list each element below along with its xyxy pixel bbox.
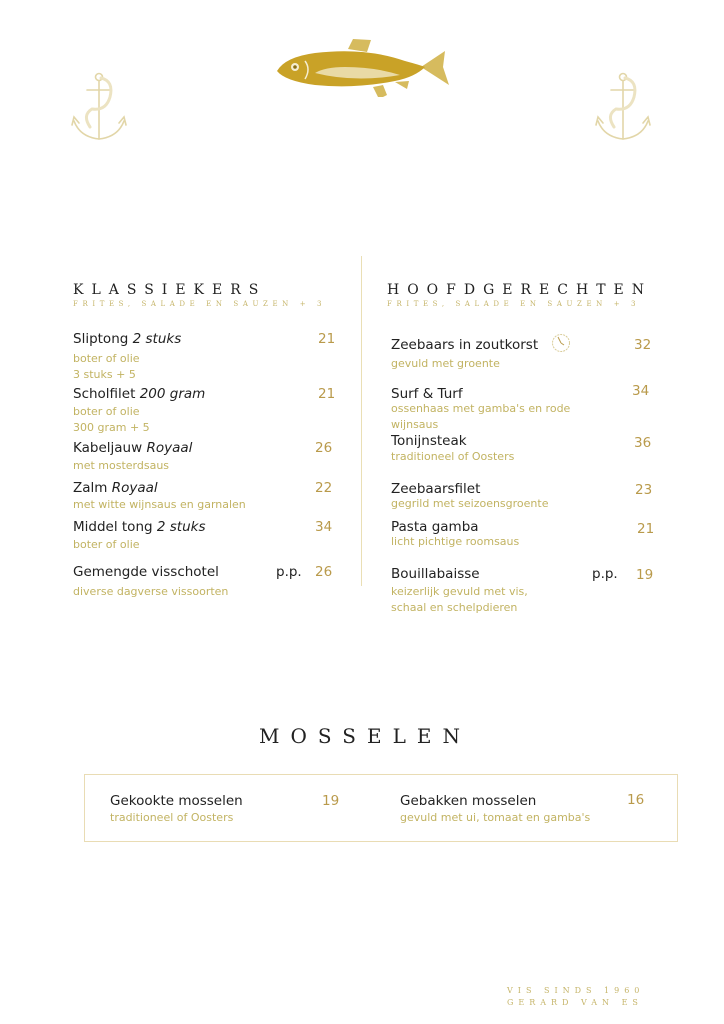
item-extra: 300 gram + 5	[73, 421, 150, 434]
item-description-line2: wijnsaus	[391, 418, 439, 431]
item-description: diverse dagverse vissoorten	[73, 585, 229, 598]
item-description: traditioneel of Oosters	[391, 450, 515, 463]
per-person-label: p.p.	[592, 566, 618, 582]
item-price: 26	[315, 440, 333, 456]
item-description: keizerlijk gevuld met vis,	[391, 585, 528, 598]
item-description: gevuld met ui, tomaat en gamba's	[400, 811, 591, 824]
item-price: 32	[634, 337, 652, 353]
item-description: boter of olie	[73, 538, 140, 551]
item-price: 26	[315, 564, 333, 580]
item-name: Scholfilet	[73, 386, 140, 402]
item-price: 19	[636, 567, 654, 583]
item-price: 23	[635, 482, 653, 498]
item-name: Sliptong	[73, 331, 133, 347]
item-name: Pasta gamba	[391, 519, 479, 535]
item-description: ossenhaas met gamba's en rode	[391, 402, 571, 415]
item-description: met mosterdsaus	[73, 459, 170, 472]
item-name-emphasis: 2 stuks	[156, 519, 206, 535]
item-price: 16	[627, 792, 645, 808]
item-name: Surf & Turf	[391, 386, 463, 402]
item-name: Zalm	[73, 480, 112, 496]
item-name: Middel tong	[73, 519, 157, 535]
item-name: Gekookte mosselen	[110, 793, 243, 809]
item-description: boter of olie	[73, 352, 140, 365]
item-name: Kabeljauw	[73, 440, 147, 456]
section-subtitle-hoofdgerechten: FRITES, SALADE EN SAUZEN + 3	[387, 300, 641, 308]
section-title-klassiekers: KLASSIEKERS	[73, 282, 267, 298]
item-description: boter of olie	[73, 405, 140, 418]
item-price: 22	[315, 480, 333, 496]
item-price: 34	[315, 519, 333, 535]
footer-owner: GERARD VAN ES	[507, 998, 643, 1007]
item-price: 36	[634, 435, 652, 451]
item-price: 21	[318, 386, 336, 402]
item-extra: 3 stuks + 5	[73, 368, 136, 381]
section-title-hoofdgerechten: HOOFDGERECHTEN	[387, 282, 652, 298]
item-description: licht pichtige roomsaus	[391, 535, 520, 548]
anchor-icon	[594, 71, 652, 143]
item-description-line2: schaal en schelpdieren	[391, 601, 518, 614]
item-name: Tonijnsteak	[391, 433, 467, 449]
item-name: Zeebaarsfilet	[391, 481, 481, 497]
item-name: Bouillabaisse	[391, 566, 480, 582]
item-description: met witte wijnsaus en garnalen	[73, 498, 246, 511]
item-name-emphasis: Royaal	[111, 480, 158, 496]
item-price: 19	[322, 793, 340, 809]
anchor-icon	[70, 71, 128, 143]
item-description: traditioneel of Oosters	[110, 811, 234, 824]
item-price: 21	[637, 521, 655, 537]
item-description: gevuld met groente	[391, 357, 500, 370]
item-name: Gemengde visschotel	[73, 564, 219, 580]
item-name-emphasis: 200 gram	[139, 386, 206, 402]
clock-icon	[551, 333, 571, 353]
item-name-emphasis: Royaal	[146, 440, 193, 456]
item-name-emphasis: 2 stuks	[132, 331, 182, 347]
section-title-mosselen: MOSSELEN	[259, 724, 471, 748]
item-name: Gebakken mosselen	[400, 793, 537, 809]
per-person-label: p.p.	[276, 564, 302, 580]
item-price: 21	[318, 331, 336, 347]
item-name: Zeebaars in zoutkorst	[391, 337, 539, 353]
column-divider	[361, 256, 362, 586]
section-subtitle-klassiekers: FRITES, SALADE EN SAUZEN + 3	[73, 300, 327, 308]
item-price: 34	[632, 383, 650, 399]
fish-illustration	[275, 37, 453, 97]
item-description: gegrild met seizoensgroente	[391, 497, 549, 510]
footer-tagline: VIS SINDS 1960	[507, 986, 645, 995]
